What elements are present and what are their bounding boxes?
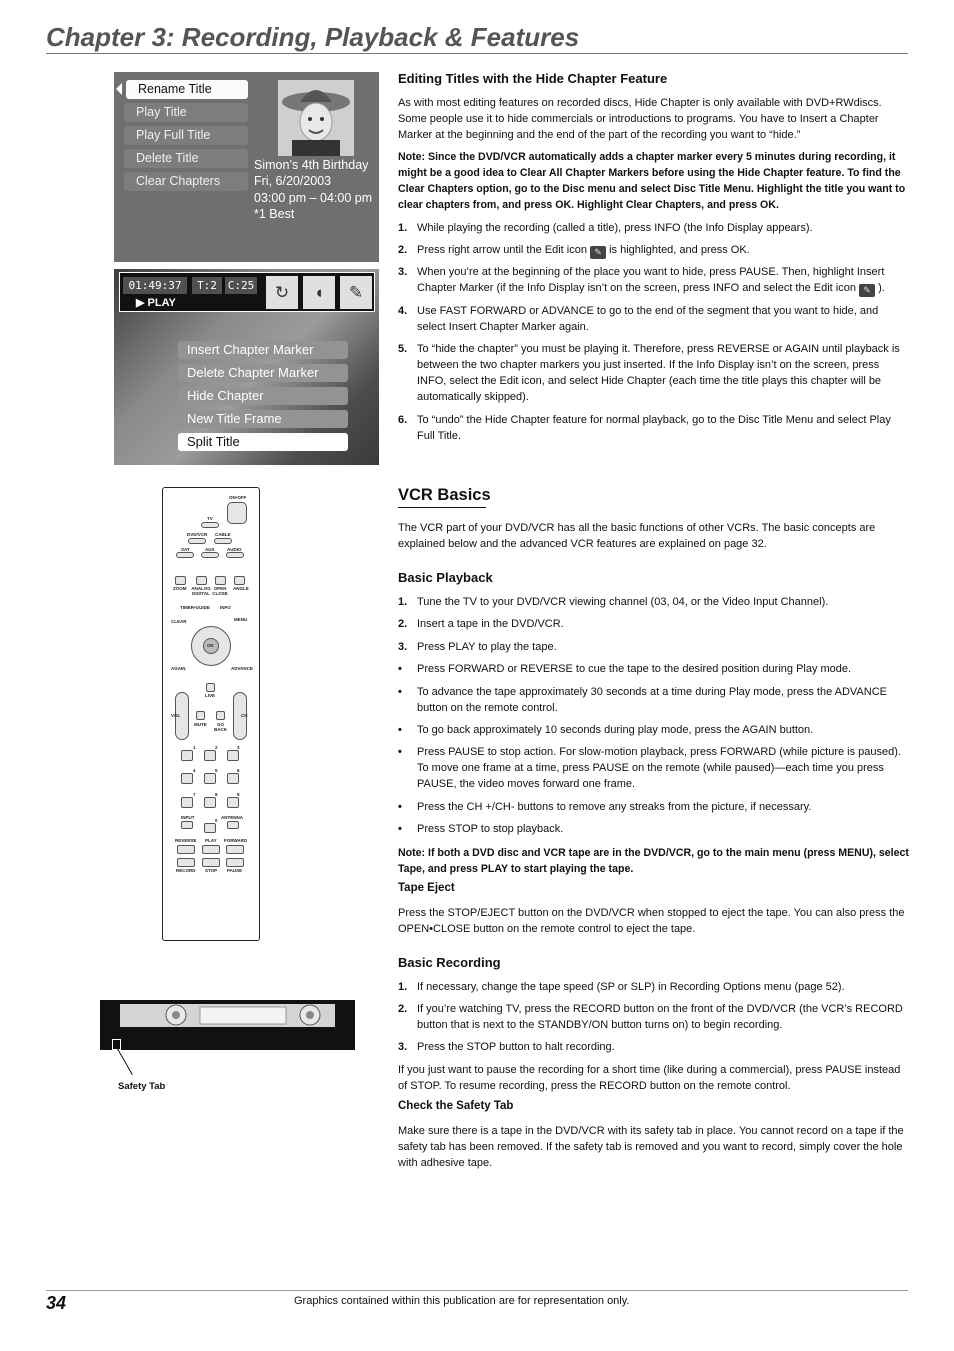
stop-button xyxy=(202,858,220,867)
sat-button xyxy=(176,552,194,558)
basic-playback-heading: Basic Playback xyxy=(398,570,493,585)
label-live: LIVE xyxy=(205,693,216,698)
page-number: 34 xyxy=(46,1293,67,1313)
label-advance: ADVANCE xyxy=(231,666,253,671)
digit-2-button xyxy=(204,750,216,761)
info-display-screenshot xyxy=(114,269,379,465)
label-audio: AUDIO xyxy=(227,547,242,552)
editing-step: 1. While playing the recording (called a title), press INFO (the Info Display appears). xyxy=(398,222,813,234)
tv-button xyxy=(201,522,219,528)
label-reverse: REVERSE xyxy=(175,838,197,843)
label-0: 0 xyxy=(215,818,218,823)
label-zoom: ZOOM xyxy=(173,586,187,591)
angle-button xyxy=(234,576,245,585)
label-menu: MENU xyxy=(234,617,248,622)
digit-8-button xyxy=(204,797,216,808)
label-again: AGAIN xyxy=(171,666,186,671)
recording-date: Fri, 6/20/2003 xyxy=(254,174,332,188)
safety-tab-label: Safety Tab xyxy=(118,1081,166,1092)
recording-name: Simon’s 4th Birthday xyxy=(254,158,369,172)
edit-menu-new-title-frame: New Title Frame xyxy=(178,410,348,428)
menu-item-rename-title: Rename Title xyxy=(126,80,248,99)
pause-button xyxy=(226,858,244,867)
label-analog-digital: ANALOG DIGITAL xyxy=(191,586,211,596)
editing-step: 3. When you’re at the beginning of the place you want to hide, press PAUSE. Then, highlight Insert Chapter Marker (if the Info Display isn’t on the screen, press INFO and select the Edit icon ✎ ). xyxy=(398,266,885,295)
digit-3-button xyxy=(227,750,239,761)
menu-item-delete-title: Delete Title xyxy=(124,149,248,168)
vcr-heading-underline xyxy=(398,507,486,508)
editing-step: 5. To “hide the chapter” you must be playing it. Therefore, press REVERSE or AGAIN until playback is between the two chapter markers you just inserted. If the Info Display isn’t on the screen, press INFO, select the Edit icon, and select Hide Chapter (each time the title plays this chapter will be automatically skipped). xyxy=(398,343,900,403)
footer-note: Graphics contained within this publication are for representation only. xyxy=(294,1295,630,1307)
edit-menu-hide-chapter: Hide Chapter xyxy=(178,387,348,405)
reverse-button xyxy=(177,845,195,854)
cable-button xyxy=(214,538,232,544)
header-rule xyxy=(46,53,908,54)
edit-icon: ✎ xyxy=(340,276,372,309)
label-open-close: OPEN CLOSE xyxy=(212,586,228,596)
repeat-icon: ↻ xyxy=(266,276,298,309)
playback-bullet: • Press FORWARD or REVERSE to cue the tape to the desired position during Play mode. xyxy=(398,663,852,675)
playback-bullet: • To advance the tape approximately 30 seconds at a time during Play mode, press the ADVANCE button on the remote control. xyxy=(398,686,887,714)
label-cable: CABLE xyxy=(215,532,231,537)
label-stop: STOP xyxy=(205,868,218,873)
digit-4-button xyxy=(181,773,193,784)
digit-0-button xyxy=(204,823,216,833)
label-1: 1 xyxy=(193,745,196,750)
playback-bullet: • Press PAUSE to stop action. For slow-motion playback, press FORWARD (while picture is paused). To move one frame at a time, press PAUSE on the remote (while paused)—each time you press PAUSE, the video moves forward one frame. xyxy=(398,746,901,790)
tape-eject-text: Press the STOP/EJECT button on the DVD/VCR when stopped to eject the tape. You can also press the OPEN•CLOSE button on the remote control to eject the tape. xyxy=(398,907,905,935)
digit-9-button xyxy=(227,797,239,808)
digit-1-button xyxy=(181,750,193,761)
zoom-button xyxy=(175,576,186,585)
open-close-button xyxy=(215,576,226,585)
recording-thumbnail xyxy=(278,80,354,156)
recording-step: 2. If you’re watching TV, press the RECORD button on the front of the DVD/VCR (the VCR’s RECORD button that is next to the STANDBY/ON button turns on) to begin recording. xyxy=(398,1003,903,1031)
tape-eject-heading: Tape Eject xyxy=(398,882,455,894)
analog-button xyxy=(196,576,207,585)
edit-menu-insert-chapter-marker: Insert Chapter Marker xyxy=(178,341,348,359)
menu-item-play-title: Play Title xyxy=(124,103,248,122)
mute-button xyxy=(196,711,205,720)
edit-icon: ✎ xyxy=(590,246,606,259)
title-number: T:2 xyxy=(192,277,222,294)
label-clear: CLEAR xyxy=(171,619,187,624)
aux-button xyxy=(201,552,219,558)
basic-recording-heading: Basic Recording xyxy=(398,955,501,970)
playback-bullet: • To go back approximately 10 seconds during play mode, press the AGAIN button. xyxy=(398,724,814,736)
footer-rule xyxy=(46,1290,908,1291)
audio-button xyxy=(226,552,244,558)
label-forward: FORWARD xyxy=(224,838,248,843)
playback-step: 1. Tune the TV to your DVD/VCR viewing channel (03, 04, or the Video Input Channel). xyxy=(398,596,829,608)
go-back-button xyxy=(216,711,225,720)
dvdvcr-button xyxy=(188,538,206,544)
label-pause: PAUSE xyxy=(227,868,243,873)
label-4: 4 xyxy=(193,768,196,773)
editing-heading: Editing Titles with the Hide Chapter Feature xyxy=(398,71,668,86)
play-button xyxy=(202,845,220,854)
label-record: RECORD xyxy=(176,868,196,873)
menu-item-play-full-title: Play Full Title xyxy=(124,126,248,145)
chapter-title: Chapter 3: Recording, Playback & Features xyxy=(46,22,580,52)
recording-quality: *1 Best xyxy=(254,207,295,221)
edit-menu-delete-chapter-marker: Delete Chapter Marker xyxy=(178,364,348,382)
label-timer-guide: TIMER•GUIDE xyxy=(180,605,210,610)
digit-7-button xyxy=(181,797,193,808)
playback-bullet: • Press the CH +/CH- buttons to remove any streaks from the picture, if necessary. xyxy=(398,801,812,813)
label-5: 5 xyxy=(215,768,218,773)
info-display-bar xyxy=(119,272,375,312)
play-status: ▶ PLAY xyxy=(136,297,176,309)
playback-bullet: • Press STOP to stop playback. xyxy=(398,823,564,835)
label-antenna: ANTENNA xyxy=(221,815,243,820)
edit-icon: ✎ xyxy=(859,284,875,297)
pause-recording-text: If you just want to pause the recording for a short time (like during a commercial), press PAUSE instead of STOP. To resume recording, press the RECORD button on the remote control. xyxy=(398,1064,901,1092)
label-mute: MUTE xyxy=(194,722,207,727)
label-2: 2 xyxy=(215,745,218,750)
label-input: INPUT xyxy=(181,815,195,820)
vhs-cassette-illustration xyxy=(100,1000,355,1050)
label-ok: OK xyxy=(207,643,214,648)
audio-icon: ◖ xyxy=(303,276,335,309)
safety-tab-pointer xyxy=(117,1049,133,1075)
label-play: PLAY xyxy=(205,838,217,843)
label-6: 6 xyxy=(237,768,240,773)
menu-arrow-icon xyxy=(116,83,122,95)
antenna-button xyxy=(227,821,239,829)
editing-step: 6. To “undo” the Hide Chapter feature for normal playback, go to the Disc Title Menu and select Play Full Title. xyxy=(398,414,891,442)
editing-intro: As with most editing features on recorded discs, Hide Chapter is only available with DVD+RWdiscs. Some people use it to hide commercials or introductions to programs. You have to Insert a Chapter Marker at the beginning and the end of the part of the recording you want to “hide.” xyxy=(398,97,882,141)
vcr-basics-heading: VCR Basics xyxy=(398,486,491,504)
playback-step: 2. Insert a tape in the DVD/VCR. xyxy=(398,618,564,630)
menu-item-clear-chapters: Clear Chapters xyxy=(124,172,248,191)
input-button xyxy=(181,821,193,829)
label-dvdvcr: DVD/VCR xyxy=(187,532,208,537)
power-icon xyxy=(227,502,247,524)
playback-note: Note: If both a DVD disc and VCR tape are in the DVD/VCR, go to the main menu (press MENU), select Tape, and press PLAY to start playing the tape. xyxy=(398,847,909,875)
chapter-number: C:25 xyxy=(225,277,257,294)
disc-title-menu-screenshot xyxy=(114,72,379,262)
playback-step: 3. Press PLAY to play the tape. xyxy=(398,641,557,653)
record-button xyxy=(177,858,195,867)
tape-window xyxy=(120,1004,335,1027)
recording-step: 3. Press the STOP button to halt recording. xyxy=(398,1041,615,1053)
forward-button xyxy=(226,845,244,854)
recording-step: 1. If necessary, change the tape speed (SP or SLP) in Recording Options menu (page 52). xyxy=(398,981,845,993)
label-info: INFO xyxy=(220,605,231,610)
editing-step: 4. Use FAST FORWARD or ADVANCE to go to the end of the segment that you want to hide, and select Insert Chapter Marker again. xyxy=(398,305,879,333)
safety-tab-heading: Check the Safety Tab xyxy=(398,1100,514,1112)
digit-5-button xyxy=(204,773,216,784)
editing-step: 2. Press right arrow until the Edit icon ✎ is highlighted, and press OK. xyxy=(398,244,750,257)
label-3: 3 xyxy=(237,745,240,750)
label-7: 7 xyxy=(193,792,196,797)
elapsed-time: 01:49:37 xyxy=(123,277,187,294)
digit-6-button xyxy=(227,773,239,784)
label-vol: VOL xyxy=(171,713,181,718)
editing-note: Note: Since the DVD/VCR automatically adds a chapter marker every 5 minutes during recording, it might be a good idea to Clear All Chapter Markers before using the Hide Chapter feature. To find the Clear Chapters option, go to the Disc menu and select Disc Title Menu. Highlight the title you want to clear chapters from, and press OK. Highlight Clear Chapters, and press OK. xyxy=(398,151,906,211)
label-ch: CH xyxy=(241,713,248,718)
vcr-intro: The VCR part of your DVD/VCR has all the basic functions of other VCRs. The basic concepts are explained below and the advanced VCR features are explained on page 32. xyxy=(398,522,876,550)
safety-tab-text: Make sure there is a tape in the DVD/VCR with its safety tab in place. You cannot record on a tape if the safety tab has been removed. If the safety tab is removed and you want to record, simply cover the hole with adhesive tape. xyxy=(398,1125,904,1169)
label-9: 9 xyxy=(237,792,240,797)
label-angle: ANGLE xyxy=(233,586,249,591)
label-on-off: ON•OFF xyxy=(229,495,247,500)
label-aux: AUX xyxy=(205,547,215,552)
remote-control-illustration xyxy=(162,487,260,941)
label-tv: TV xyxy=(207,516,213,521)
edit-menu-split-title: Split Title xyxy=(178,433,348,451)
label-8: 8 xyxy=(215,792,218,797)
live-button xyxy=(206,683,215,692)
label-go-back: GO BACK xyxy=(214,722,227,732)
label-sat: SAT xyxy=(181,547,190,552)
recording-time: 03:00 pm – 04:00 pm xyxy=(254,191,373,205)
